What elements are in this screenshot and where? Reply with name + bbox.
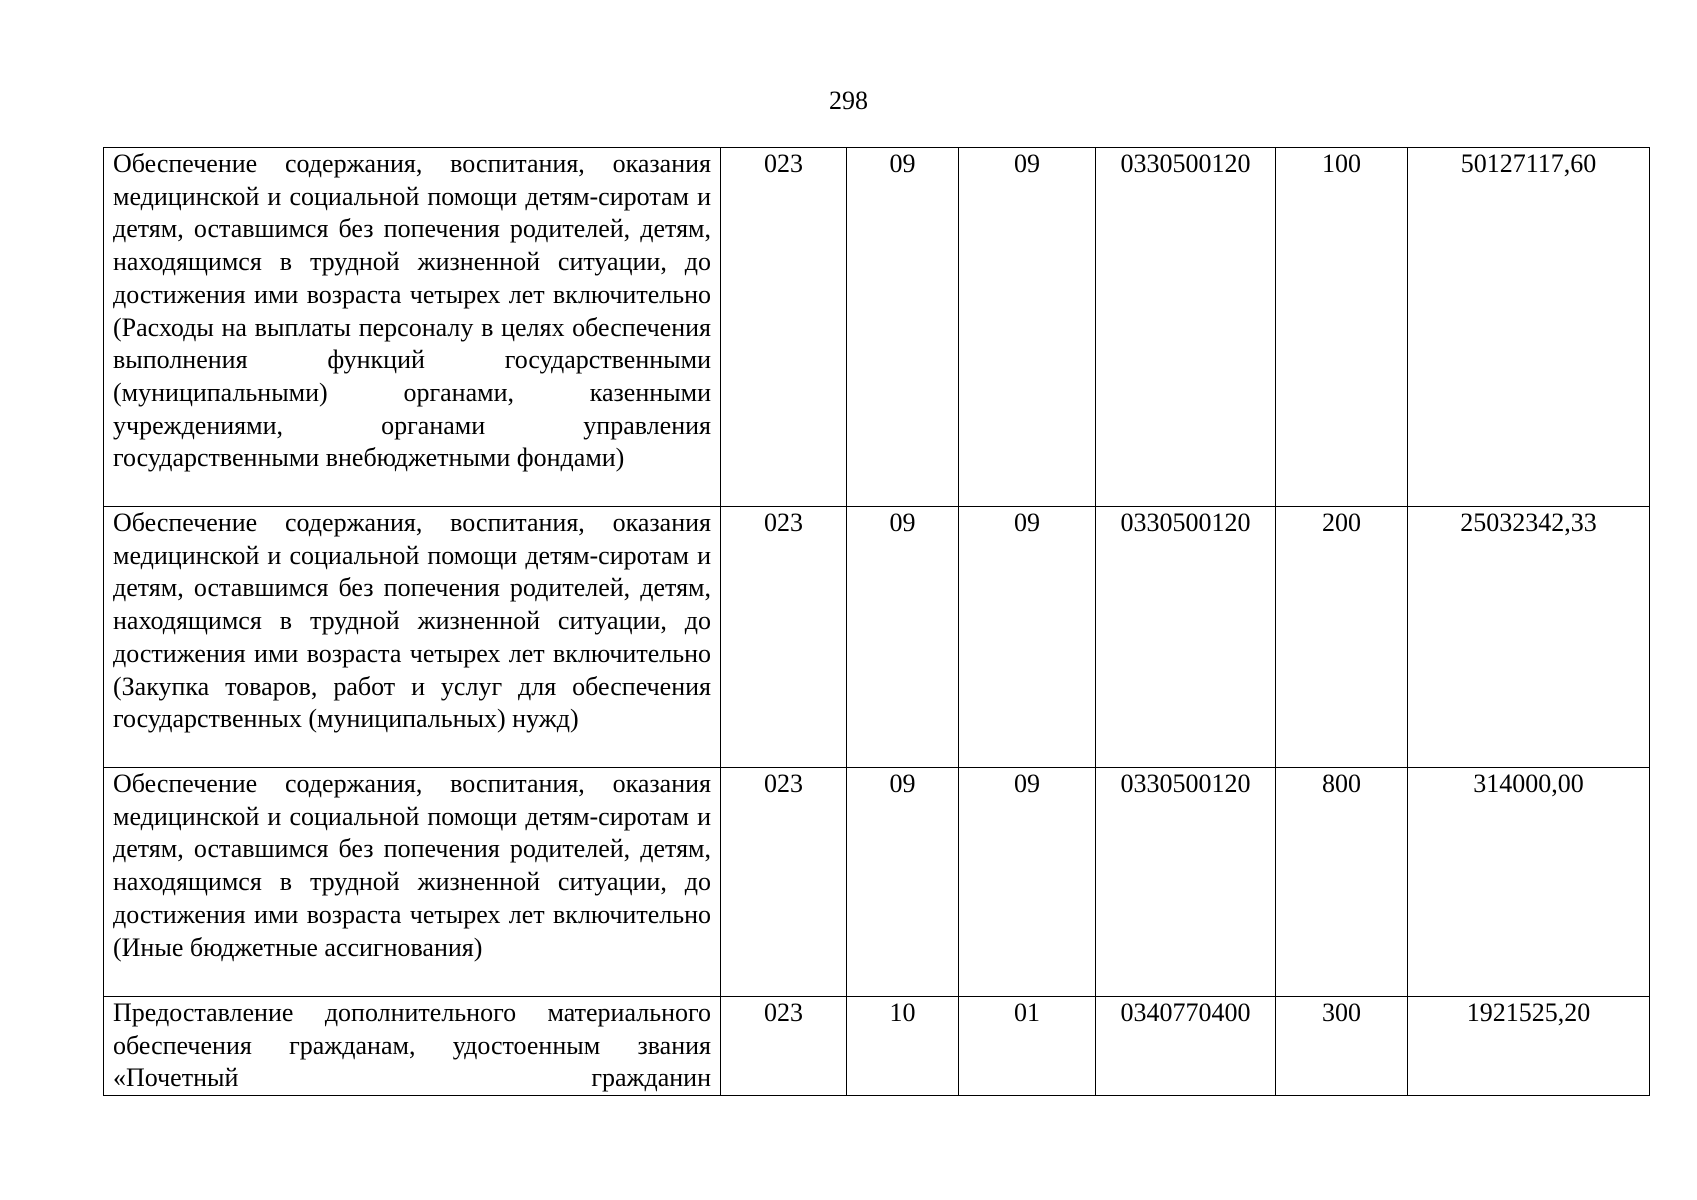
amount: 50127117,60 bbox=[1408, 148, 1650, 507]
ministry-code: 023 bbox=[721, 148, 847, 507]
subsection-code: 01 bbox=[959, 997, 1096, 1096]
subsection-code: 09 bbox=[959, 768, 1096, 997]
subsection-code: 09 bbox=[959, 148, 1096, 507]
budget-table bbox=[103, 147, 1650, 1096]
expense-type-code: 200 bbox=[1276, 507, 1408, 768]
target-article-code: 0330500120 bbox=[1096, 507, 1276, 768]
table-row bbox=[104, 997, 1650, 1096]
table-row bbox=[104, 768, 1650, 997]
section-code: 09 bbox=[847, 507, 959, 768]
expense-type-code: 800 bbox=[1276, 768, 1408, 997]
page-number: 298 bbox=[829, 86, 868, 115]
ministry-code: 023 bbox=[721, 768, 847, 997]
target-article-code: 0340770400 bbox=[1096, 997, 1276, 1096]
target-article-code: 0330500120 bbox=[1096, 148, 1276, 507]
row-description: Предоставление дополнительного материального обеспечения гражданам, удостоенным звания «Почетный гражданин bbox=[104, 997, 721, 1096]
section-code: 09 bbox=[847, 148, 959, 507]
row-description: Обеспечение содержания, воспитания, оказания медицинской и социальной помощи детям-сиротам и детям, оставшимся без попечения родителей, детям, находящимся в трудной жизненной ситуации, до достижения ими возраста четырех лет включительно (Закупка товаров, работ и услуг для обеспечения государственных (муниципальных) нужд) bbox=[104, 507, 721, 768]
row-description: Обеспечение содержания, воспитания, оказания медицинской и социальной помощи детям-сиротам и детям, оставшимся без попечения родителей, детям, находящимся в трудной жизненной ситуации, до достижения ими возраста четырех лет включительно (Расходы на выплаты персоналу в целях обеспечения выполнения функций государственными (муниципальными) органами, казенными учреждениями, органами управления государственными внебюджетными фондами) bbox=[104, 148, 721, 507]
row-description: Обеспечение содержания, воспитания, оказания медицинской и социальной помощи детям-сиротам и детям, оставшимся без попечения родителей, детям, находящимся в трудной жизненной ситуации, до достижения ими возраста четырех лет включительно (Иные бюджетные ассигнования) bbox=[104, 768, 721, 997]
target-article-code: 0330500120 bbox=[1096, 768, 1276, 997]
amount: 314000,00 bbox=[1408, 768, 1650, 997]
subsection-code: 09 bbox=[959, 507, 1096, 768]
amount: 1921525,20 bbox=[1408, 997, 1650, 1096]
ministry-code: 023 bbox=[721, 507, 847, 768]
expense-type-code: 300 bbox=[1276, 997, 1408, 1096]
amount: 25032342,33 bbox=[1408, 507, 1650, 768]
expense-type-code: 100 bbox=[1276, 148, 1408, 507]
table-row bbox=[104, 148, 1650, 507]
ministry-code: 023 bbox=[721, 997, 847, 1096]
section-code: 10 bbox=[847, 997, 959, 1096]
table-row bbox=[104, 507, 1650, 768]
section-code: 09 bbox=[847, 768, 959, 997]
